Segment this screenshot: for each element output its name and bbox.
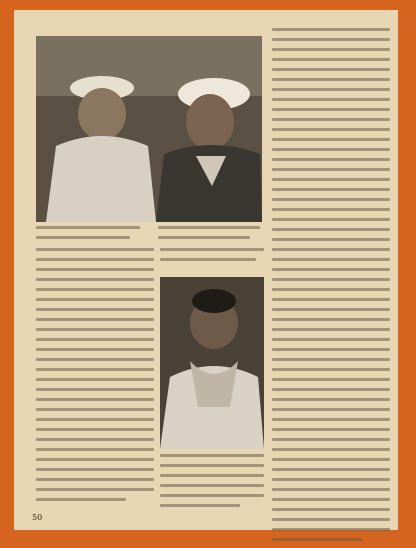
portrait-side-text <box>160 248 264 268</box>
bottom-middle-text <box>160 454 264 514</box>
top-photo-caption-left <box>36 226 144 246</box>
portrait-photo <box>160 277 264 449</box>
magazine-page <box>14 10 398 530</box>
top-photo-illustration <box>36 36 262 222</box>
portrait-photo-illustration <box>160 277 264 449</box>
page-number: 50 <box>32 513 43 522</box>
top-photo <box>36 36 262 222</box>
right-column-text <box>272 28 390 548</box>
left-column-text <box>36 248 154 508</box>
top-photo-caption-right <box>158 226 262 246</box>
